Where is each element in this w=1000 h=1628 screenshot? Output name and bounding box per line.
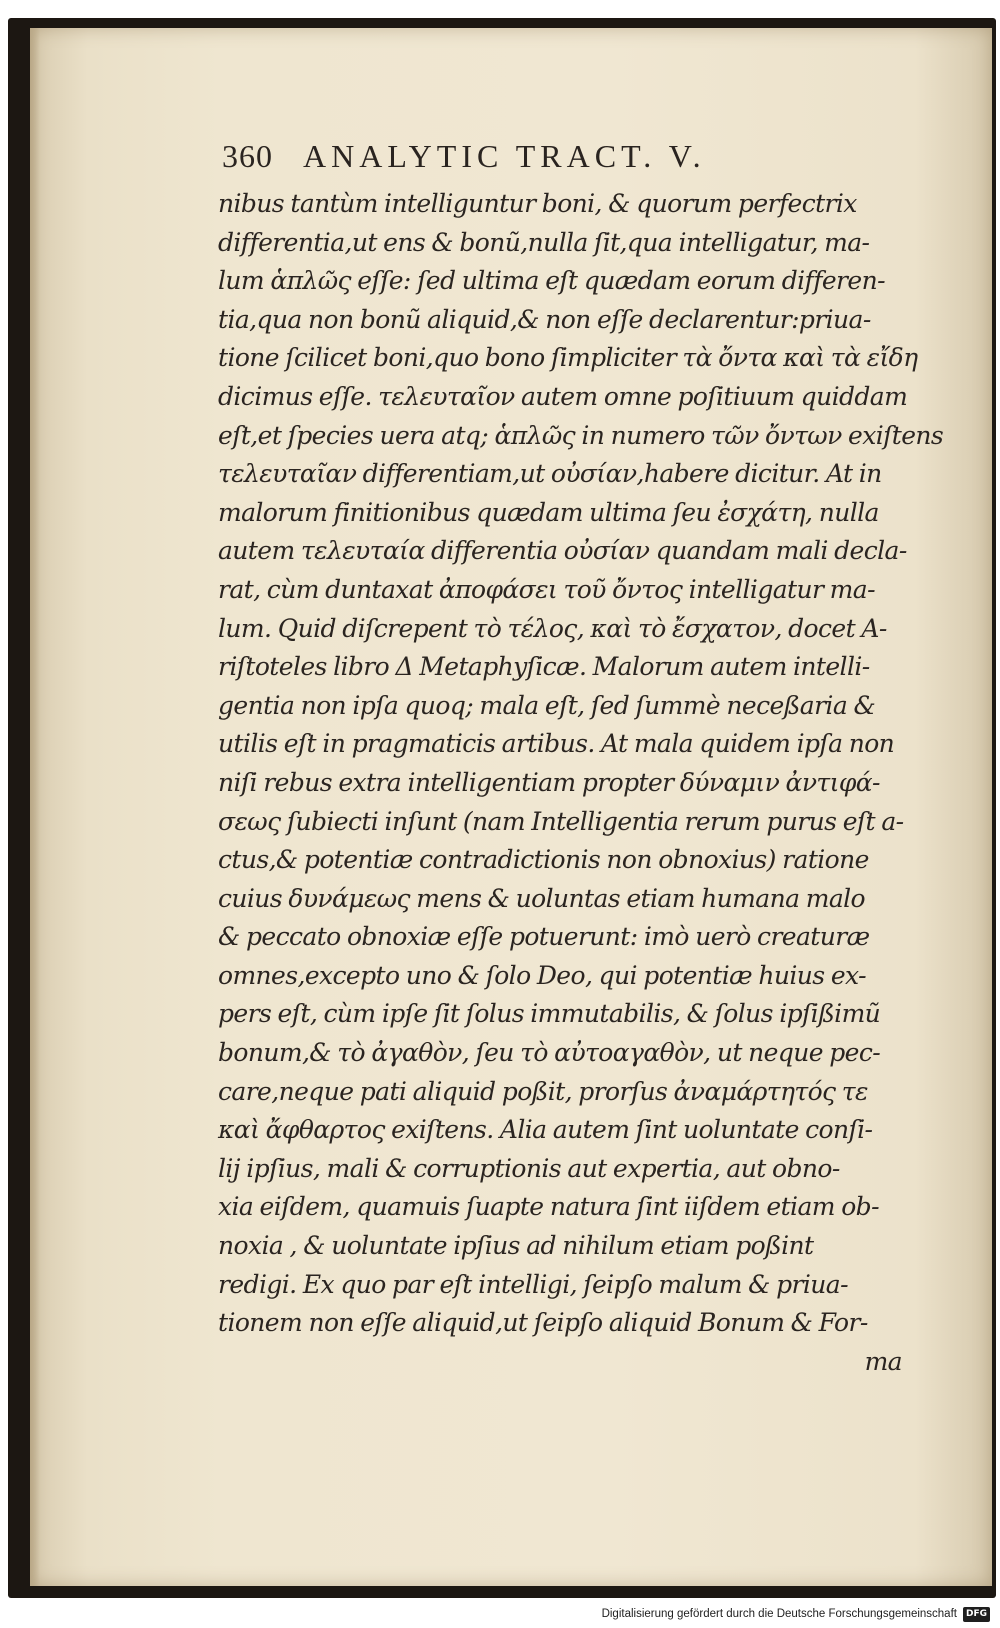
- text-line: cuius δυνάμεως mens & uoluntas etiam humana malo: [218, 883, 865, 913]
- text-line: σεως ſubiecti inſunt (nam Intelligentia rerum purus eſt a-: [218, 806, 904, 836]
- text-line: noxia , & uoluntate ipſius ad nihilum etiam poßint: [218, 1231, 814, 1261]
- text-line: gentia non ipſa quoq; mala eſt, ſed ſummè neceßaria &: [218, 690, 876, 720]
- page-number: 360: [222, 138, 273, 174]
- catchword: ma: [864, 1346, 902, 1376]
- text-line: καὶ ἄφθαρτος exiſtens. Alia autem ſint uoluntate conſi-: [218, 1115, 873, 1145]
- page-gutter-shadow: [30, 28, 40, 1586]
- text-line: lij ipſius, mali & corruptionis aut expertia, aut obno-: [218, 1153, 840, 1183]
- text-line: & peccato obnoxiæ eſſe potuerunt: imò uerò creaturæ: [218, 922, 870, 952]
- text-line: omnes,excepto uno & ſolo Deo, qui potentiæ huius ex-: [218, 960, 866, 990]
- running-title: ANALYTIC TRACT. V.: [303, 138, 706, 174]
- text-line: differentia,ut ens & bonũ,nulla ſit,qua intelligatur, ma-: [218, 227, 870, 257]
- text-line: τελευταῖαν differentiam,ut οὐσίαν,habere dicitur. At in: [218, 459, 882, 489]
- digitization-credit: [560, 1603, 990, 1625]
- text-line: tione ſcilicet boni,quo bono ſimpliciter τὰ ὄντα καὶ τὰ εἴδη: [218, 343, 918, 373]
- text-line: pers eſt, cùm ipſe ſit ſolus immutabilis, & ſolus ipſißimũ: [218, 999, 881, 1029]
- text-line: autem τελευταία differentia οὐσίαν quandam mali decla-: [218, 536, 907, 566]
- text-line: riſtoteles libro Δ Metaphyſicæ. Malorum autem intelli-: [218, 652, 870, 682]
- running-head: [222, 138, 922, 186]
- text-line: lum ἁπλῶς eſſe: ſed ultima eſt quædam eorum differen-: [218, 266, 885, 296]
- text-line: nibus tantùm intelliguntur boni, & quorum perfectrix: [218, 189, 857, 218]
- text-line: lum. Quid diſcrepent τὸ τέλος, καὶ τὸ ἔσχατον, docet A-: [218, 613, 887, 643]
- text-line: tia,qua non bonũ aliquid,& non eſſe declarentur:priua-: [218, 304, 871, 334]
- text-line: care,neque pati aliquid poßit, prorſus ἀναμάρτητός τε: [218, 1076, 868, 1106]
- credit-text: Digitalisierung gefördert durch die Deutsche Forschungsgemeinschaft: [601, 1608, 957, 1620]
- text-line: bonum,& τὸ ἀγαθὸν, ſeu τὸ αὐτοαγαθὸν, ut neque pec-: [218, 1038, 881, 1068]
- text-line: ctus,& potentiæ contradictionis non obnoxius) ratione: [218, 845, 869, 875]
- text-line: tionem non eſſe aliquid,ut ſeipſo aliquid Bonum & For-: [218, 1308, 868, 1338]
- text-line: dicimus eſſe. τελευταῖον autem omne poſitiuum quiddam: [218, 381, 908, 411]
- text-line: rat, cùm duntaxat ἀποφάσει τοῦ ὄντος intelligatur ma-: [218, 574, 875, 604]
- text-line: xia eiſdem, quamuis ſuapte natura ſint iiſdem etiam ob-: [218, 1192, 879, 1222]
- text-line: utilis eſt in pragmaticis artibus. At mala quidem ipſa non: [218, 729, 895, 759]
- text-line: eſt,et ſpecies uera atq; ἁπλῶς in numero τῶν ὄντων exiſtens: [218, 420, 944, 450]
- text-line: niſi rebus extra intelligentiam propter δύναμιν ἀντιφά-: [218, 767, 880, 797]
- text-line: redigi. Ex quo par eſt intelligi, ſeipſo malum & priua-: [218, 1269, 848, 1299]
- text-line: malorum finitionibus quædam ultima ſeu ἐσχάτη, nulla: [218, 497, 879, 527]
- body-text: [218, 185, 944, 1381]
- dfg-logo-icon: DFG: [963, 1607, 990, 1622]
